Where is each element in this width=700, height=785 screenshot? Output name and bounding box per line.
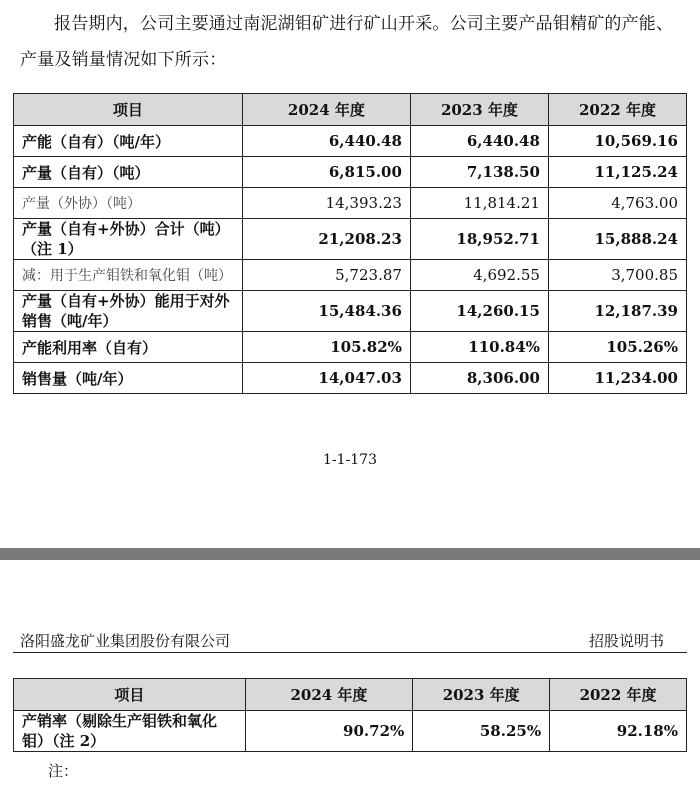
cell-2023: 110.84% [410, 332, 548, 363]
cell-2023: 11,814.21 [410, 188, 548, 219]
row-label: 产量（自有）（吨） [14, 157, 243, 188]
table-row [14, 157, 687, 188]
cell-2024: 6,815.00 [242, 157, 410, 188]
page-number: 1-1-173 [323, 452, 377, 468]
row-label: 销售量（吨/年） [14, 363, 243, 394]
cell-2023: 8,306.00 [410, 363, 548, 394]
header-2022: 2022 年度 [550, 679, 687, 711]
header-2022: 2022 年度 [548, 94, 686, 126]
capacity-production-table [13, 93, 687, 394]
company-name: 洛阳盛龙矿业集团股份有限公司 [20, 632, 231, 650]
sales-rate-table [13, 678, 687, 752]
cell-2023: 18,952.71 [410, 219, 548, 260]
cell-2022: 92.18% [550, 711, 687, 752]
header-item: 项目 [14, 94, 243, 126]
table-header-row [14, 679, 687, 711]
intro-paragraph: 报告期内，公司主要通过南泥湖钼矿进行矿山开采。公司主要产品钼精矿的产能、产量及销量情况如下所示： [20, 14, 674, 70]
table-row [14, 188, 687, 219]
header-2023: 2023 年度 [410, 94, 548, 126]
table-header-row [14, 94, 687, 126]
row-label: 减：用于生产钼铁和氧化钼（吨） [14, 260, 243, 291]
cell-2022: 11,125.24 [548, 157, 686, 188]
cell-2022: 4,763.00 [548, 188, 686, 219]
table-row [14, 363, 687, 394]
cell-2024: 105.82% [242, 332, 410, 363]
header-rule [13, 652, 687, 653]
header-2024: 2024 年度 [242, 94, 410, 126]
cell-2023: 4,692.55 [410, 260, 548, 291]
cell-2023: 14,260.15 [410, 291, 548, 332]
cell-2023: 6,440.48 [410, 126, 548, 157]
table-row [14, 711, 687, 752]
cell-2024: 15,484.36 [242, 291, 410, 332]
page-divider [0, 548, 700, 560]
cell-2022: 3,700.85 [548, 260, 686, 291]
row-label: 产能（自有）（吨/年） [14, 126, 243, 157]
note-label: 注： [48, 762, 79, 780]
cell-2024: 21,208.23 [242, 219, 410, 260]
cell-2022: 15,888.24 [548, 219, 686, 260]
cell-2024: 6,440.48 [242, 126, 410, 157]
table-row [14, 332, 687, 363]
table-row [14, 219, 687, 260]
row-label: 产量（自有+外协）合计（吨）（注 1） [14, 219, 243, 260]
header-2023: 2023 年度 [413, 679, 550, 711]
cell-2022: 105.26% [548, 332, 686, 363]
cell-2024: 14,047.03 [242, 363, 410, 394]
cell-2022: 11,234.00 [548, 363, 686, 394]
cell-2024: 14,393.23 [242, 188, 410, 219]
row-label: 产销率（剔除生产钼铁和氧化钼）（注 2） [14, 711, 246, 752]
row-label: 产量（外协）（吨） [14, 188, 243, 219]
table-row [14, 260, 687, 291]
table-row [14, 291, 687, 332]
cell-2023: 7,138.50 [410, 157, 548, 188]
document-type: 招股说明书 [588, 632, 664, 650]
cell-2022: 12,187.39 [548, 291, 686, 332]
header-2024: 2024 年度 [245, 679, 413, 711]
cell-2024: 5,723.87 [242, 260, 410, 291]
header-item: 项目 [14, 679, 246, 711]
table-row [14, 126, 687, 157]
cell-2024: 90.72% [245, 711, 413, 752]
row-label: 产量（自有+外协）能用于对外销售（吨/年） [14, 291, 243, 332]
cell-2022: 10,569.16 [548, 126, 686, 157]
row-label: 产能利用率（自有） [14, 332, 243, 363]
cell-2023: 58.25% [413, 711, 550, 752]
